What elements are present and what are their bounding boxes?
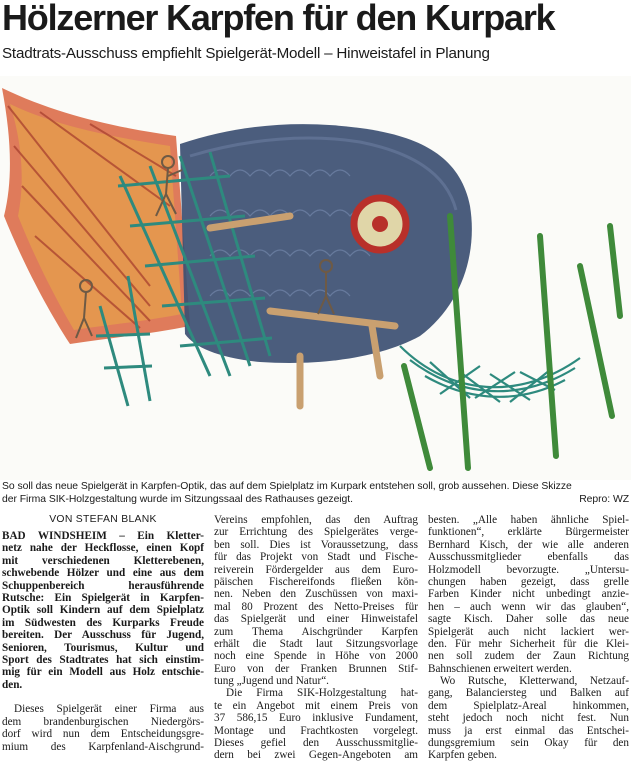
fish-eye — [354, 198, 406, 250]
lead-line: Senioren, Tourismus, Kultur und — [2, 641, 204, 654]
body-line: nen soll zudem der Zaun Richtung — [428, 650, 629, 663]
lead-line: den. — [2, 678, 23, 691]
body-line: Karpfen geben. — [428, 749, 497, 762]
lead-line: Schuppenbereich herausführende — [2, 579, 204, 592]
article-column-1 — [2, 514, 204, 753]
lead-line: Rutsche: Ein Spielgerät in Karpfen- — [2, 591, 204, 604]
lead-line: netz nahe der Heckflosse, einen Kopf — [2, 542, 204, 555]
body-line: Farben Kinder nicht unbedingt anzie- — [428, 588, 629, 601]
paragraph-gap — [2, 691, 204, 703]
lead-line: mit verschiedenen Kletterebenen, — [2, 554, 204, 567]
body-line: Euro von der Franken Brunnen Stif- — [214, 662, 418, 675]
body-line: hen – auch wenn wir das glauben“, — [428, 600, 629, 613]
lead-line: Sport des Stadtrates hat sich einstim- — [2, 653, 204, 666]
body-line: tung „Jugend und Natur“. — [214, 675, 329, 688]
body-line: Bernhard Kisch, der wie alle anderen — [428, 538, 629, 551]
headline: Hölzerner Karpfen für den Kurpark — [2, 0, 555, 38]
body-line: Wo Rutsche, Kletterwand, Netzauf- — [440, 675, 629, 688]
fish-body — [180, 124, 472, 363]
lead-line: mig für ein Modell aus Holz entschie- — [2, 666, 204, 679]
article-column-2 — [214, 514, 418, 762]
article-column-3 — [428, 514, 629, 762]
body-line: Die Firma SIK-Holzgestaltung hat- — [226, 687, 418, 700]
lead-line: schwebende Hölzer und eine aus dem — [2, 567, 204, 580]
body-line: dem Spielplatz-Areal hinkommen, — [428, 699, 629, 712]
body-line: Ausschussmitglieder ebenfalls das — [428, 551, 629, 564]
lead-line: bereiten. Der Ausschuss für Jugend, — [2, 629, 204, 642]
body-line: Dieses Spielgerät einer Firma aus — [14, 703, 204, 716]
sketch-figure — [0, 76, 631, 480]
body-line: Holzmodell bevorzugte. „Untersu- — [428, 563, 629, 576]
caption-line-2-text: der Firma SIK-Holzgestaltung wurde im Sitzungssaal des Rathauses gezeigt. — [2, 493, 353, 505]
body-line: dern bei zwei Gegen-Angeboten am — [214, 749, 418, 762]
body-line: mal 80 Prozent des Netto-Preises für — [214, 600, 418, 613]
body-line: für das Projekt von Stadt und Fische- — [214, 551, 418, 564]
body-line: noch eine Spende in Höhe von 2000 — [214, 650, 418, 663]
body-line: Bahnschienen erweitert werden. — [428, 662, 572, 675]
body-line: Montage und Frachtkosten vorgelegt. — [214, 724, 418, 737]
body-line: 37 586,15 Euro inklusive Fundament, — [214, 712, 418, 725]
body-line: steht jedoch noch nicht fest. Nun — [428, 712, 629, 725]
body-line: muss ja erst einmal das Entschei- — [428, 724, 629, 737]
body-line: te ein Angebot mit einem Preis von — [214, 699, 418, 712]
body-line: reiverein Fördergelder aus dem Euro- — [214, 563, 418, 576]
body-line: dorf wird nun dem Entscheidungsgre- — [2, 728, 204, 741]
body-line: sagte Kisch. Daher solle das neue — [428, 613, 629, 626]
body-line: Vereins empfohlen, das den Auftrag — [214, 514, 418, 526]
carp-sketch-illustration — [0, 76, 631, 480]
body-line: dem brandenburgischen Niedergörs- — [2, 715, 204, 728]
photo-caption — [2, 481, 629, 506]
body-line: dungsgremium sein Okay für den — [428, 737, 629, 750]
body-line: Dieses gefiel den Ausschussmitglie- — [214, 737, 418, 750]
body-line: zur Errichtung des Spielgerätes verge- — [214, 526, 418, 539]
body-line: zum Thema Aischgründer Karpfen — [214, 625, 418, 638]
body-line: Spielgerät auch nicht lackiert wer- — [428, 625, 629, 638]
body-line: mium des Karpfenland-Aischgrund- — [2, 740, 204, 753]
body-line: gang, Balanciersteg und Balken auf — [428, 687, 629, 700]
body-line: funktionen“, erklärte Bürgermeister — [428, 526, 629, 539]
body-line: päischen Fischereifonds fließen kön- — [214, 575, 418, 588]
body-line: nen. Neben den Zuschüssen von maxi- — [214, 588, 418, 601]
body-line: besten. „Alle haben ähnliche Spiel- — [428, 514, 629, 526]
tail-fin — [2, 88, 190, 344]
lead-line: im Südwesten des Kurparks Freude — [2, 616, 204, 629]
lead-line: BAD WINDSHEIM – Ein Kletter- — [2, 530, 204, 542]
body-line: ben soll. Dies ist Voraussetzung, dass — [214, 538, 418, 551]
byline: VON STEFAN BLANK — [49, 514, 157, 525]
lead-paragraph — [2, 530, 204, 691]
body-line: erhält die Stadt laut Sitzungsvorlage — [214, 637, 418, 650]
subheadline: Stadtrats-Ausschuss empfiehlt Spielgerät-Modell – Hinweistafel in Planung — [2, 45, 490, 62]
body-line: den. Für mehr Sicherheit für die Klei- — [428, 637, 629, 650]
caption-line-1: So soll das neue Spielgerät in Karpfen-Optik, das auf dem Spielplatz im Kurpark entstehen soll, grob aussehen. Diese Skizze — [2, 481, 572, 492]
caption-line-2 — [2, 494, 629, 507]
lead-line: Optik soll Kindern auf dem Spielplatz — [2, 604, 204, 617]
body-line: das Spielgerät und einer Hinweistafel — [214, 613, 418, 626]
body-line: chungen haben gezeigt, dass grelle — [428, 575, 629, 588]
photo-credit: Repro: WZ — [579, 493, 629, 505]
